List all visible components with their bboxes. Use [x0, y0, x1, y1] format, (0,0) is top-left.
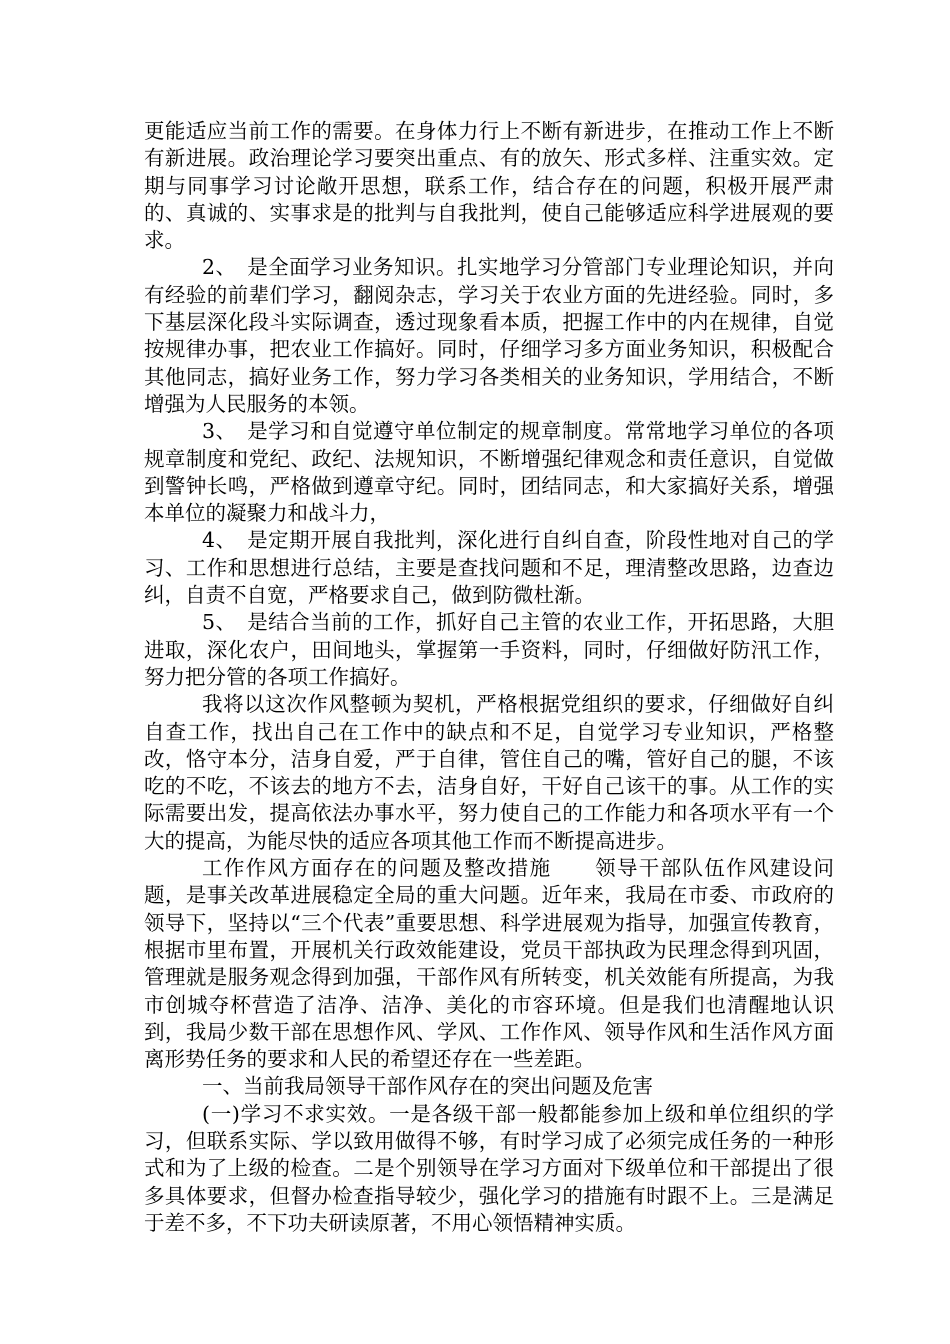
paragraph-item-2: 2、 是全面学习业务知识。扎实地学习分管部门专业理论知识，并向有经验的前辈们学习，翻阅杂志，学习关于农业方面的先进经验。同时，多下基层深化段斗实际调查，透过现象看本质，把握工作中的内在规律，自觉按规律办事，把农业工作搞好。同时，仔细学习多方面业务知识，积极配合其他同志，搞好业务工作，努力学习各类相关的业务知识，学用结合，不断增强为人民服务的本领。: [144, 255, 834, 416]
paragraph-item-5: 5、 是结合当前的工作，抓好自己主管的农业工作，开拓思路，大胆进取，深化农户，田间地头，掌握第一手资料，同时，仔细做好防汛工作，努力把分管的各项工作搞好。: [144, 610, 834, 689]
paragraph-item-4: 4、 是定期开展自我批判，深化进行自纠自查，阶段性地对自己的学习、工作和思想进行总结，主要是查找问题和不足，理清整改思路，边查边纠，自责不自宽，严格要求自己，做到防微杜渐。: [144, 528, 834, 608]
paragraph-work-style-intro: 工作作风方面存在的问题及整改措施 领导干部队伍作风建设问题，是事关改革进展稳定全局的重大问题。近年来，我局在市委、市政府的领导下，坚持以“三个代表”重要思想、科学进展观为指导，加强宣传教育，根据市里布置，开展机关行政效能建设，党员干部执政为民理念得到巩固，管理就是服务观念得到加强，干部作风有所转变，机关效能有所提高，为我市创城夺杯营造了洁净、洁净、美化的市容环境。但是我们也清醒地认识到，我局少数干部在思想作风、学风、工作作风、领导作风和生活作风方面离形势任务的要求和人民的希望还存在一些差距。: [144, 856, 834, 1072]
document-page: [144, 118, 834, 1237]
paragraph-continuation: 更能适应当前工作的需要。在身体力行上不断有新进步，在推动工作上不断有新进展。政治理论学习要突出重点、有的放矢、形式多样、注重实效。定期与同事学习讨论敞开思想，联系工作，结合存在的问题，积极开展严肃的、真诚的、实事求是的批判与自我批判，使自己能够适应科学进展观的要求。: [144, 119, 834, 253]
paragraph-problem-1: (一)学习不求实效。一是各级干部一般都能参加上级和单位组织的学习，但联系实际、学以致用做得不够，有时学习成了必须完成任务的一种形式和为了上级的检查。二是个别领导在学习方面对下级单位和干部提出了很多具体要求，但督办检查指导较少，强化学习的措施有时跟不上。三是满足于差不多，不下功夫研读原著，不用心领悟精神实质。: [144, 1101, 834, 1235]
paragraph-item-3: 3、 是学习和自觉遵守单位制定的规章制度。常常地学习单位的各项规章制度和党纪、政纪、法规知识，不断增强纪律观念和责任意识，自觉做到警钟长鸣，严格做到遵章守纪。同时，团结同志，和大家搞好关系，增强本单位的凝聚力和战斗力，: [144, 419, 834, 526]
paragraph-commitment: 我将以这次作风整顿为契机，严格根据党组织的要求，仔细做好自纠自查工作，找出自己在工作中的缺点和不足，自觉学习专业知识，严格整改，恪守本分，洁身自爱，严于自律，管住自己的嘴，管好自己的腿，不该吃的不吃，不该去的地方不去，洁身自好，干好自己该干的事。从工作的实际需要出发，提高依法办事水平，努力使自己的工作能力和各项水平有一个大的提高，为能尽快的适应各项其他工作而不断提高进步。: [144, 692, 834, 853]
section-heading: 一、当前我局领导干部作风存在的突出问题及危害: [202, 1074, 653, 1099]
